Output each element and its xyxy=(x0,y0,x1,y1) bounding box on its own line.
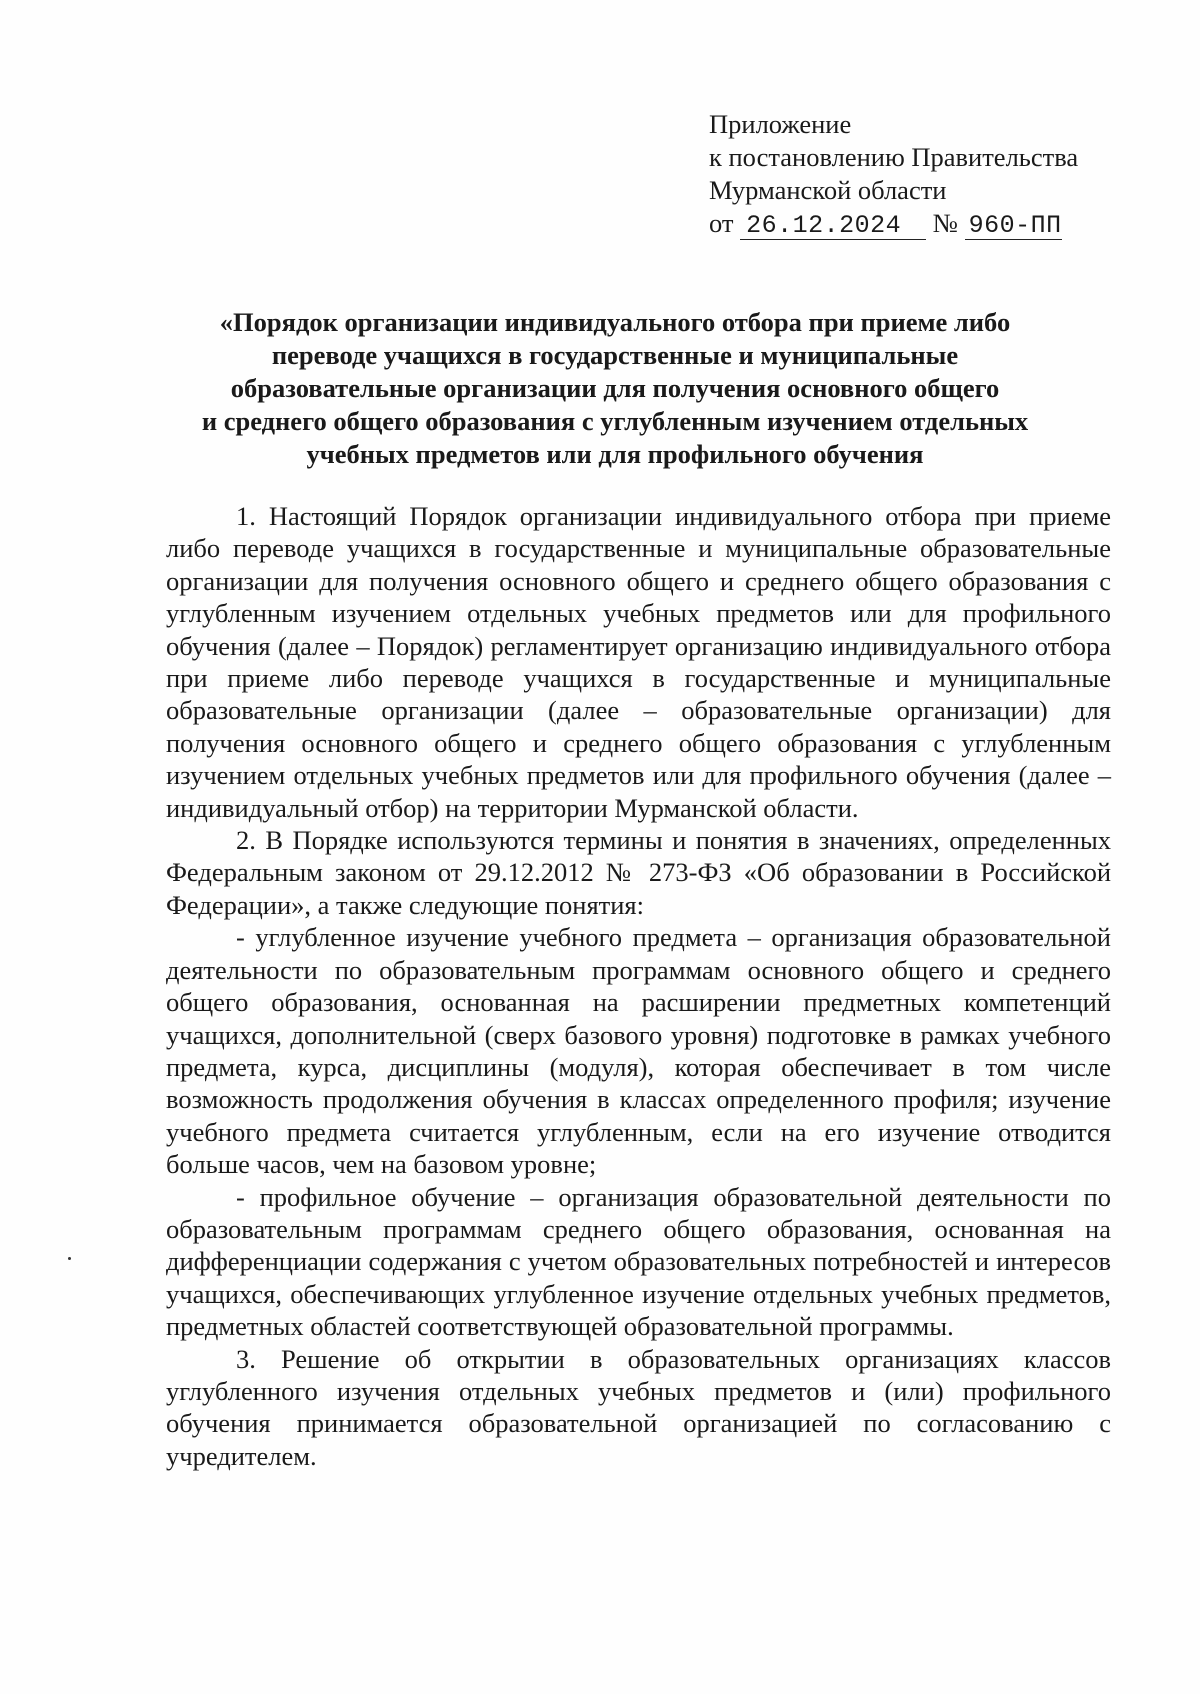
document-body xyxy=(166,500,1111,1472)
date-prefix: от xyxy=(709,208,734,238)
title-line-1: «Порядок организации индивидуального отбора при приеме либо xyxy=(219,307,1011,337)
title-line-4: и среднего общего образования с углубленным изучением отдельных xyxy=(201,406,1029,436)
title-line-5: учебных предметов или для профильного обучения xyxy=(306,439,924,469)
title-line-3: образовательные организации для получения основного общего xyxy=(230,373,1000,403)
date-value: 26.12.2024 xyxy=(740,213,926,240)
appendix-header xyxy=(709,108,1149,240)
document-title xyxy=(150,306,1080,471)
paragraph-3: - углубленное изучение учебного предмета – организация образовательной деятельности по образовательным программам основного общего и среднего общего образования, основанная на расширении предметных компетенций учащихся, дополнительной (сверх базового уровня) подготовке в рамках учебного предмета, курса, дисциплины (модуля), которая обеспечивает в том числе возможность продолжения обучения в классах определенного профиля; изучение учебного предмета считается углубленным, если на его изучение отводится больше часов, чем на базовом уровне; xyxy=(166,922,1111,1180)
appendix-line-2: к постановлению Правительства xyxy=(709,142,1079,172)
appendix-date-line xyxy=(709,207,1149,240)
paragraph-2: 2. В Порядке используются термины и понятия в значениях, определенных Федеральным законом от 29.12.2012 № 273-ФЗ «Об образовании в Российской Федерации», а также следующие понятия: xyxy=(166,825,1111,920)
number-prefix: № xyxy=(932,208,959,238)
scan-speck xyxy=(68,1257,71,1260)
paragraph-4: - профильное обучение – организация образовательной деятельности по образовательным программам среднего общего образования, основанная на дифференциации содержания с учетом образовательных потребностей и интересов учащихся, обеспечивающих углубленное изучение отдельных учебных предметов, предметных областей соответствующей образовательной программы. xyxy=(166,1181,1111,1342)
paragraph-5: 3. Решение об открытии в образовательных организациях классов углубленного изучения отдельных учебных предметов и (или) профильного обучения принимается образовательной организацией по согласованию с учредителем. xyxy=(166,1343,1111,1471)
appendix-line-3: Мурманской области xyxy=(709,175,947,205)
title-line-2: переводе учащихся в государственные и муниципальные xyxy=(271,340,959,370)
number-value: 960-ПП xyxy=(965,213,1062,240)
appendix-line-1: Приложение xyxy=(709,109,852,139)
paragraph-1: 1. Настоящий Порядок организации индивидуального отбора при приеме либо переводе учащихся в государственные и муниципальные образовательные организации для получения основного общего и среднего общего образования с углубленным изучением отдельных учебных предметов или для профильного обучения (далее – Порядок) регламентирует организацию индивидуального отбора при приеме либо переводе учащихся в государственные и муниципальные образовательные организации (далее – образовательные организации) для получения основного общего и среднего общего образования с углубленным изучением отдельных учебных предметов или для профильного обучения (далее – индивидуальный отбор) на территории Мурманской области. xyxy=(166,501,1111,823)
